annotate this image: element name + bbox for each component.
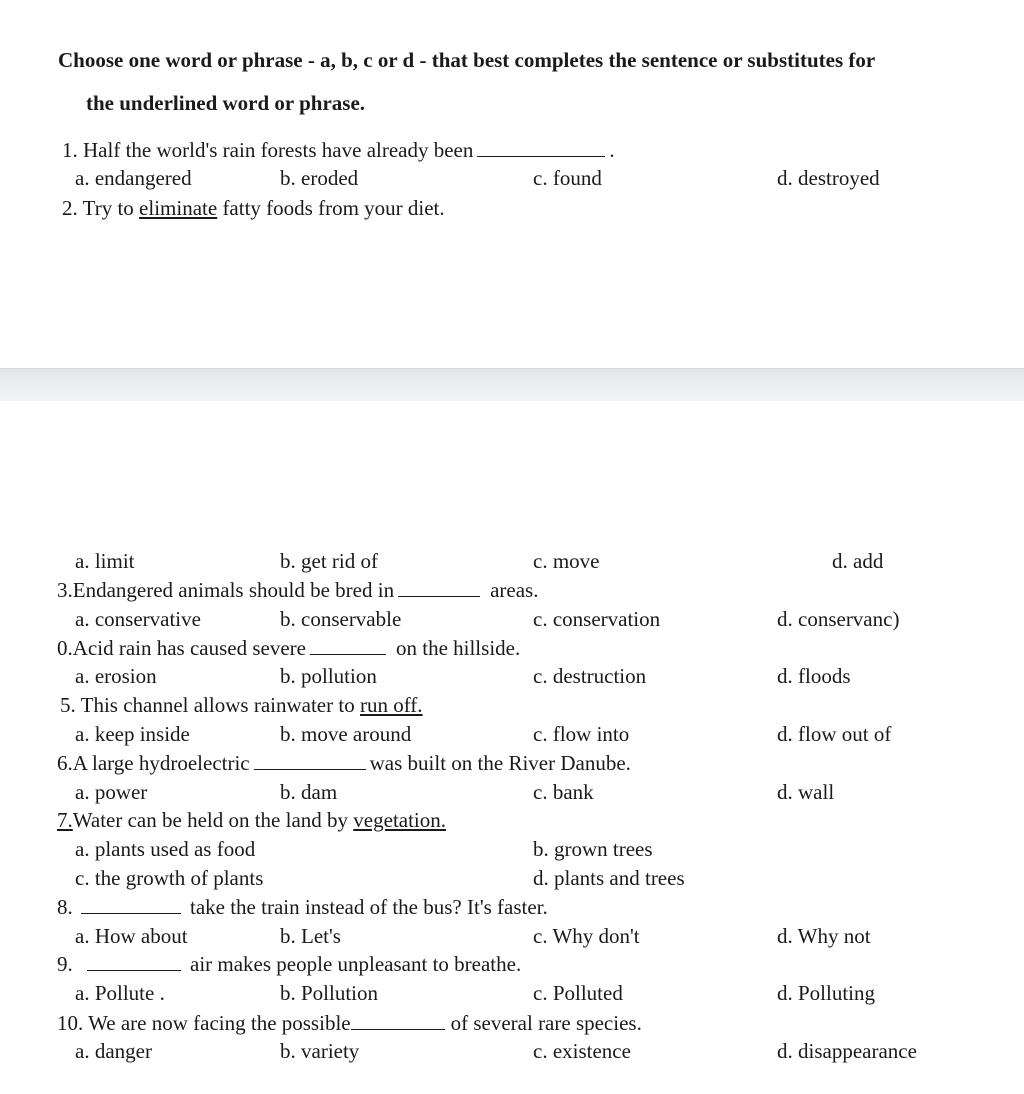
q2-option-d[interactable]: d. add (832, 549, 884, 573)
question-number: 3. (57, 578, 73, 602)
q9-option-d[interactable]: d. Polluting (777, 981, 876, 1005)
question-9 (57, 952, 521, 977)
q6-option-a[interactable]: a. power (75, 780, 148, 804)
question-number: 2. (62, 196, 78, 220)
question-number: 1. (62, 138, 78, 162)
q4-option-d[interactable]: d. floods (777, 664, 851, 688)
q3-option-d[interactable]: d. conservanc) (777, 607, 900, 631)
question-text-end: of several rare species. (450, 1011, 642, 1035)
answer-blank (87, 969, 181, 971)
question-text: Water can be held on the land by (72, 808, 349, 832)
answer-blank (398, 595, 480, 597)
q4-option-a[interactable]: a. erosion (75, 664, 157, 688)
q9-option-b[interactable]: b. Pollution (280, 981, 379, 1005)
question-text: air makes people unpleasant to breathe. (190, 952, 522, 976)
question-text: Try to (82, 196, 134, 220)
q2-option-c[interactable]: c. move (533, 549, 600, 573)
question-4 (57, 636, 520, 661)
question-8 (57, 895, 548, 920)
question-1 (62, 138, 615, 163)
question-text: take the train instead of the bus? It's faster. (190, 895, 548, 919)
q9-option-a[interactable]: a. Pollute . (75, 981, 165, 1005)
q9-option-c[interactable]: c. Polluted (533, 981, 623, 1005)
q6-option-d[interactable]: d. wall (777, 780, 835, 804)
question-number: 9. (57, 952, 73, 976)
question-number: 7. (57, 808, 73, 832)
q6-option-c[interactable]: c. bank (533, 780, 594, 804)
underlined-word: run off. (359, 693, 423, 717)
q5-option-b[interactable]: b. move around (280, 722, 412, 746)
q10-option-a[interactable]: a. danger (75, 1039, 152, 1063)
question-10 (57, 1011, 642, 1036)
page-divider (0, 368, 1024, 401)
underlined-word: eliminate (139, 196, 218, 220)
q2-option-b[interactable]: b. get rid of (280, 549, 378, 573)
question-text: Half the world's rain forests have already been (83, 138, 474, 162)
question-text-end: fatty foods from your diet. (222, 196, 445, 220)
question-text: Acid rain has caused severe (72, 636, 306, 660)
q8-option-b[interactable]: b. Let's (280, 924, 341, 948)
question-text: This channel allows rainwater to (80, 693, 355, 717)
q10-option-c[interactable]: c. existence (533, 1039, 631, 1063)
question-text: Endangered animals should be bred in (72, 578, 395, 602)
answer-blank (81, 912, 181, 914)
question-2 (62, 196, 445, 221)
q8-option-d[interactable]: d. Why not (777, 924, 871, 948)
q4-option-b[interactable]: b. pollution (280, 664, 377, 688)
q1-option-a[interactable]: a. endangered (75, 166, 192, 190)
question-6 (57, 751, 631, 776)
question-number: 0. (57, 636, 73, 660)
question-number: 6. (57, 751, 73, 775)
q7-option-a[interactable]: a. plants used as food (75, 837, 256, 861)
question-3 (57, 578, 538, 603)
q1-option-d[interactable]: d. destroyed (777, 166, 880, 190)
question-number: 10. (57, 1011, 84, 1035)
q6-option-b[interactable]: b. dam (280, 780, 338, 804)
q7-option-d[interactable]: d. plants and trees (533, 866, 685, 890)
underlined-word: vegetation. (353, 808, 447, 832)
q5-option-a[interactable]: a. keep inside (75, 722, 190, 746)
instructions-line-2: the underlined word or phrase. (86, 91, 366, 115)
q8-option-c[interactable]: c. Why don't (533, 924, 640, 948)
q8-option-a[interactable]: a. How about (75, 924, 188, 948)
q1-option-b[interactable]: b. eroded (280, 166, 359, 190)
question-text-end: on the hillside. (395, 636, 521, 660)
answer-blank (351, 1028, 445, 1030)
question-5 (60, 693, 423, 718)
question-7 (57, 808, 446, 833)
q10-option-d[interactable]: d. disappearance (777, 1039, 917, 1063)
answer-blank (254, 768, 366, 770)
answer-blank (310, 653, 386, 655)
question-text: A large hydroelectric (72, 751, 250, 775)
q7-option-b[interactable]: b. grown trees (533, 837, 653, 861)
q3-option-c[interactable]: c. conservation (533, 607, 661, 631)
question-text-end: areas. (490, 578, 539, 602)
q3-option-b[interactable]: b. conservable (280, 607, 402, 631)
question-number: 5. (60, 693, 76, 717)
question-number: 8. (57, 895, 73, 919)
q4-option-c[interactable]: c. destruction (533, 664, 647, 688)
q1-option-c[interactable]: c. found (533, 166, 602, 190)
question-text-end: was built on the River Danube. (369, 751, 631, 775)
question-text: We are now facing the possible (88, 1011, 351, 1035)
q5-option-d[interactable]: d. flow out of (777, 722, 892, 746)
q3-option-a[interactable]: a. conservative (75, 607, 201, 631)
q10-option-b[interactable]: b. variety (280, 1039, 360, 1063)
q5-option-c[interactable]: c. flow into (533, 722, 630, 746)
instructions-line-1: Choose one word or phrase - a, b, c or d - that best completes the sentence or substitutes for (58, 48, 876, 72)
answer-blank (477, 155, 605, 157)
q7-option-c[interactable]: c. the growth of plants (75, 866, 264, 890)
question-text-end: . (609, 138, 615, 162)
q2-option-a[interactable]: a. limit (75, 549, 135, 573)
